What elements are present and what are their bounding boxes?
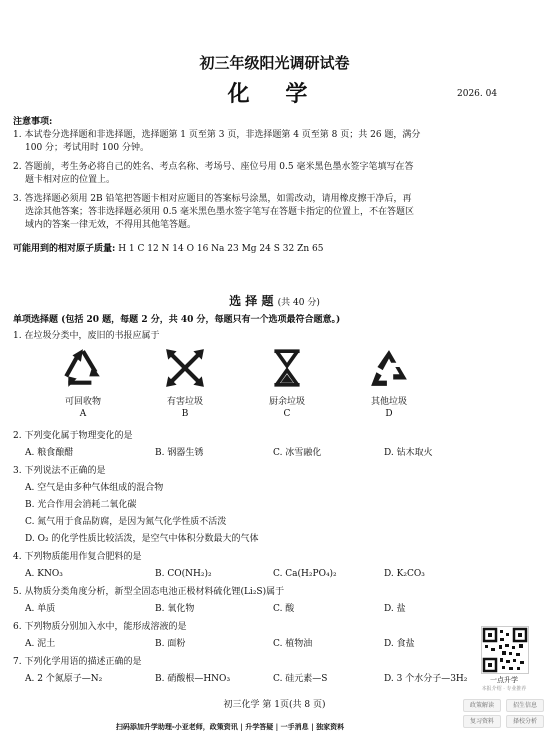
- q7-option-a: A. 2 个氮原子—N₂: [25, 674, 103, 684]
- section-title: [0, 292, 549, 309]
- q5-option-d: D. 盐: [384, 604, 406, 614]
- q3-stem: 3. 下列说法不正确的是: [13, 466, 106, 476]
- hazardous-waste-icon: [164, 347, 206, 389]
- section-title-text: 选 择 题: [229, 294, 274, 308]
- recyclable-icon: [62, 347, 104, 389]
- q6-option-d: D. 食盐: [384, 639, 415, 649]
- qr-code[interactable]: [481, 626, 529, 674]
- q2-option-a: A. 粮食酿醋: [25, 448, 74, 458]
- note-3-line-3: 域内的答案一律无效，不得用其他笔答题。: [25, 220, 197, 230]
- q5-stem: 5. 从物质分类角度分析，新型全固态电池正极材料硫化锂(Li₂S)属于: [13, 587, 285, 597]
- q5-option-c: C. 酸: [273, 604, 295, 614]
- q3-option-b: B. 光合作用会消耗二氧化碳: [25, 500, 137, 510]
- atomic-masses-label: 可能用到的相对原子质量:: [13, 244, 116, 254]
- q3-option-d: D. O₂ 的化学性质比较活泼，是空气中体积分数最大的气体: [25, 534, 259, 544]
- bottom-banner: 扫码添加升学助理-小亚老师，政策资讯 | 升学答疑 | 一手消息 | 独家资料: [115, 722, 345, 731]
- atomic-masses-values: H 1 C 12 N 14 O 16 Na 23 Mg 24 S 32 Zn 65: [118, 244, 324, 254]
- notes-heading: 注意事项:: [13, 117, 53, 127]
- page-footer: 初三化学 第 1页(共 8 页): [223, 700, 326, 710]
- q6-option-c: C. 植物油: [273, 639, 313, 649]
- icon-label-d: 其他垃圾: [370, 397, 407, 407]
- exam-date: 2026. 04: [457, 89, 498, 99]
- icon-label-c: 厨余垃圾: [268, 397, 305, 407]
- atomic-masses: [13, 243, 323, 255]
- q2-option-b: B. 钢器生锈: [155, 448, 204, 458]
- q5-option-b: B. 氧化物: [155, 604, 195, 614]
- q7-option-b: B. 硝酸根—HNO₃: [155, 674, 231, 684]
- side-button-policy[interactable]: 政策解读: [463, 699, 501, 712]
- qr-code-icon: [482, 627, 528, 673]
- q7-option-c: C. 硅元素—S: [273, 674, 328, 684]
- q3-option-a: A. 空气是由多种气体组成的混合物: [25, 483, 164, 493]
- section-points: (共 40 分): [277, 298, 320, 308]
- icon-letter-a: A: [79, 409, 87, 419]
- qr-subtitle: 本报介绍 · 专业推荐: [481, 686, 527, 692]
- note-2-line-2: 题卡相对应的位置上。: [25, 175, 116, 185]
- side-button-school-choice[interactable]: 择校分析: [506, 715, 544, 728]
- q6-option-b: B. 面粉: [155, 639, 186, 649]
- icon-letter-c: C: [283, 409, 291, 419]
- q6-option-a: A. 泥土: [25, 639, 56, 649]
- side-button-admissions[interactable]: 招生信息: [506, 699, 544, 712]
- qr-title: 一点升学: [490, 676, 518, 684]
- q4-option-a: A. KNO₃: [25, 569, 63, 579]
- note-3-line-1: 3. 答选择题必须用 2B 铅笔把答题卡相对应题目的答案标号涂黑，如需改动，请用橡皮擦干净后，再: [13, 194, 412, 204]
- icon-letter-b: B: [181, 409, 189, 419]
- note-3-line-2: 选涂其他答案；答非选择题必须用 0.5 毫米黑色墨水签字笔写在答题卡指定的位置上，不在答题区: [25, 207, 415, 217]
- q2-option-c: C. 冰雪融化: [273, 448, 322, 458]
- icon-label-b: 有害垃圾: [166, 397, 203, 407]
- exam-title: 初三年级阳光调研试卷: [199, 54, 350, 72]
- other-waste-icon: [368, 347, 410, 389]
- q5-option-a: A. 单质: [25, 604, 56, 614]
- icon-label-a: 可回收物: [64, 397, 101, 407]
- q4-stem: 4. 下列物质能用作复合肥料的是: [13, 552, 142, 562]
- q2-stem: 2. 下列变化属于物理变化的是: [13, 431, 133, 441]
- subject-title: 化 学: [227, 81, 322, 107]
- q1-stem: 1. 在垃圾分类中，废旧的书报应属于: [13, 331, 160, 341]
- note-2-line-1: 2. 答题前，考生务必将自己的姓名、考点名称、考场号、座位号用 0.5 毫米黑色墨水签字笔填写在答: [13, 162, 414, 172]
- q4-option-b: B. CO(NH₂)₂: [155, 569, 212, 579]
- q4-option-d: D. K₂CO₃: [384, 569, 425, 579]
- q7-stem: 7. 下列化学用语的描述正确的是: [13, 657, 142, 667]
- side-button-review[interactable]: 复习资料: [463, 715, 501, 728]
- q7-option-d: D. 3 个水分子—3H₂: [384, 674, 468, 684]
- q6-stem: 6. 下列物质分别加入水中，能形成溶液的是: [13, 622, 187, 632]
- kitchen-waste-icon: [266, 347, 308, 389]
- icon-letter-d: D: [385, 409, 393, 419]
- note-1-line-2: 100 分；考试用时 100 分钟。: [25, 143, 149, 153]
- q4-option-c: C. Ca(H₂PO₄)₂: [273, 569, 337, 579]
- q2-option-d: D. 钻木取火: [384, 448, 433, 458]
- q3-option-c: C. 氮气用于食品防腐，是因为氮气化学性质不活泼: [25, 517, 227, 527]
- note-1-line-1: 1. 本试卷分选择题和非选择题，选择题第 1 页至第 3 页，非选择题第 4 页至第 8 页；共 26 题，满分: [13, 130, 421, 140]
- section-instruction: 单项选择题 (包括 20 题，每题 2 分，共 40 分，每题只有一个选项最符合题意。): [13, 315, 341, 325]
